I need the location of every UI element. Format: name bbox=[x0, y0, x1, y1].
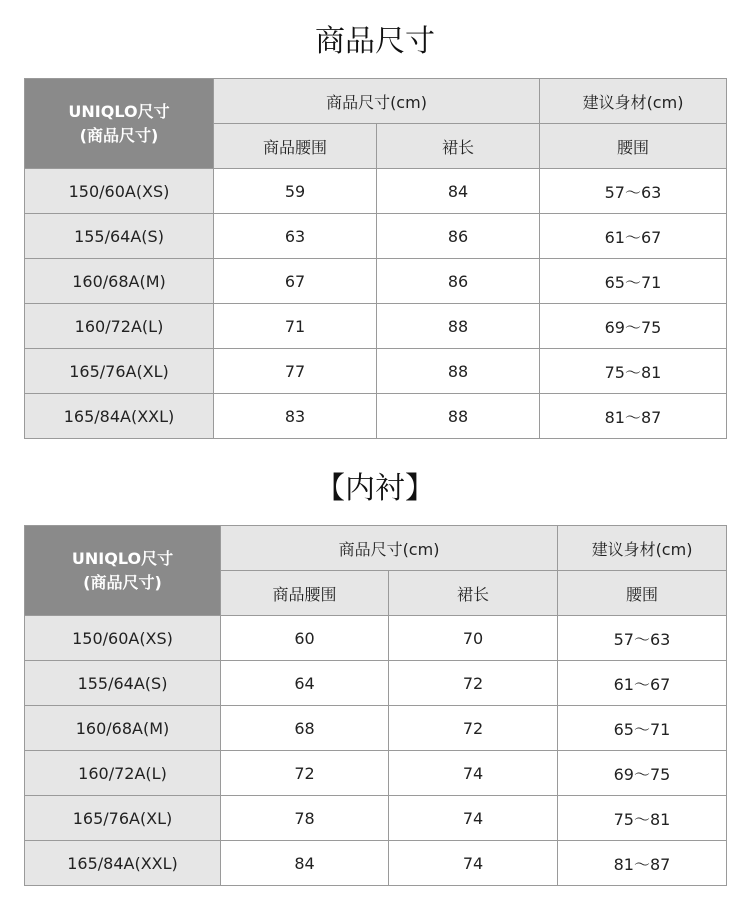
product-waist-value: 72 bbox=[221, 751, 389, 796]
column-header-body-waist: 腰围 bbox=[540, 124, 727, 169]
product-waist-value: 78 bbox=[221, 796, 389, 841]
body-waist-range: 61～67 bbox=[558, 661, 727, 706]
table-row bbox=[25, 661, 727, 706]
corner-label-line1: UNIQLO尺寸 bbox=[68, 101, 170, 121]
skirt-length-value: 70 bbox=[389, 616, 558, 661]
size-label: 155/64A(S) bbox=[25, 214, 214, 259]
body-waist-range: 75～81 bbox=[540, 349, 727, 394]
skirt-length-value: 74 bbox=[389, 796, 558, 841]
skirt-length-value: 86 bbox=[377, 259, 540, 304]
table-row bbox=[25, 394, 727, 439]
product-waist-value: 71 bbox=[214, 304, 377, 349]
body-waist-range: 65～71 bbox=[540, 259, 727, 304]
corner-label-line2: (商品尺寸) bbox=[79, 125, 159, 145]
skirt-length-value: 74 bbox=[389, 751, 558, 796]
product-waist-value: 59 bbox=[214, 169, 377, 214]
table-row bbox=[25, 259, 727, 304]
product-waist-value: 77 bbox=[214, 349, 377, 394]
size-label: 155/64A(S) bbox=[25, 661, 221, 706]
product-waist-value: 68 bbox=[221, 706, 389, 751]
table-row bbox=[25, 616, 727, 661]
corner-header bbox=[25, 79, 214, 169]
product-waist-value: 64 bbox=[221, 661, 389, 706]
column-header-body-waist: 腰围 bbox=[558, 571, 727, 616]
product-waist-value: 83 bbox=[214, 394, 377, 439]
skirt-length-value: 88 bbox=[377, 304, 540, 349]
table-row bbox=[25, 751, 727, 796]
table-row bbox=[25, 169, 727, 214]
group-header-product-size: 商品尺寸(cm) bbox=[221, 526, 558, 571]
section-title-lining: 【内衬】 bbox=[315, 471, 435, 506]
skirt-length-value: 72 bbox=[389, 661, 558, 706]
body-waist-range: 57～63 bbox=[558, 616, 727, 661]
size-table-lining bbox=[24, 525, 727, 886]
table-row bbox=[25, 706, 727, 751]
section-title-product-size: 商品尺寸 bbox=[315, 24, 435, 59]
product-waist-value: 60 bbox=[221, 616, 389, 661]
column-header-skirt-length: 裙长 bbox=[377, 124, 540, 169]
skirt-length-value: 84 bbox=[377, 169, 540, 214]
size-label: 160/68A(M) bbox=[25, 706, 221, 751]
body-waist-range: 65～71 bbox=[558, 706, 727, 751]
corner-label-line2: (商品尺寸) bbox=[83, 572, 162, 592]
body-waist-range: 61～67 bbox=[540, 214, 727, 259]
table-header-row bbox=[25, 79, 727, 124]
corner-label-line1: UNIQLO尺寸 bbox=[71, 548, 174, 568]
size-label: 150/60A(XS) bbox=[25, 616, 221, 661]
corner-header bbox=[25, 526, 221, 616]
table-row bbox=[25, 349, 727, 394]
size-label: 165/84A(XXL) bbox=[25, 841, 221, 886]
body-waist-range: 81～87 bbox=[558, 841, 727, 886]
skirt-length-value: 72 bbox=[389, 706, 558, 751]
size-label: 165/76A(XL) bbox=[25, 349, 214, 394]
size-label: 160/72A(L) bbox=[25, 304, 214, 349]
body-waist-range: 69～75 bbox=[540, 304, 727, 349]
body-waist-range: 75～81 bbox=[558, 796, 727, 841]
table-row bbox=[25, 796, 727, 841]
group-header-product-size: 商品尺寸(cm) bbox=[214, 79, 540, 124]
group-header-suggested-body: 建议身材(cm) bbox=[558, 526, 727, 571]
size-label: 150/60A(XS) bbox=[25, 169, 214, 214]
size-label: 165/84A(XXL) bbox=[25, 394, 214, 439]
skirt-length-value: 88 bbox=[377, 394, 540, 439]
skirt-length-value: 74 bbox=[389, 841, 558, 886]
size-label: 160/68A(M) bbox=[25, 259, 214, 304]
product-waist-value: 84 bbox=[221, 841, 389, 886]
size-table-main bbox=[24, 78, 727, 439]
table-header-row bbox=[25, 526, 727, 571]
skirt-length-value: 86 bbox=[377, 214, 540, 259]
table-row bbox=[25, 214, 727, 259]
product-waist-value: 63 bbox=[214, 214, 377, 259]
table-row bbox=[25, 304, 727, 349]
column-header-product-waist: 商品腰围 bbox=[221, 571, 389, 616]
product-waist-value: 67 bbox=[214, 259, 377, 304]
body-waist-range: 69～75 bbox=[558, 751, 727, 796]
skirt-length-value: 88 bbox=[377, 349, 540, 394]
column-header-product-waist: 商品腰围 bbox=[214, 124, 377, 169]
column-header-skirt-length: 裙长 bbox=[389, 571, 558, 616]
table-row bbox=[25, 841, 727, 886]
size-label: 165/76A(XL) bbox=[25, 796, 221, 841]
body-waist-range: 81～87 bbox=[540, 394, 727, 439]
group-header-suggested-body: 建议身材(cm) bbox=[540, 79, 727, 124]
size-label: 160/72A(L) bbox=[25, 751, 221, 796]
body-waist-range: 57～63 bbox=[540, 169, 727, 214]
